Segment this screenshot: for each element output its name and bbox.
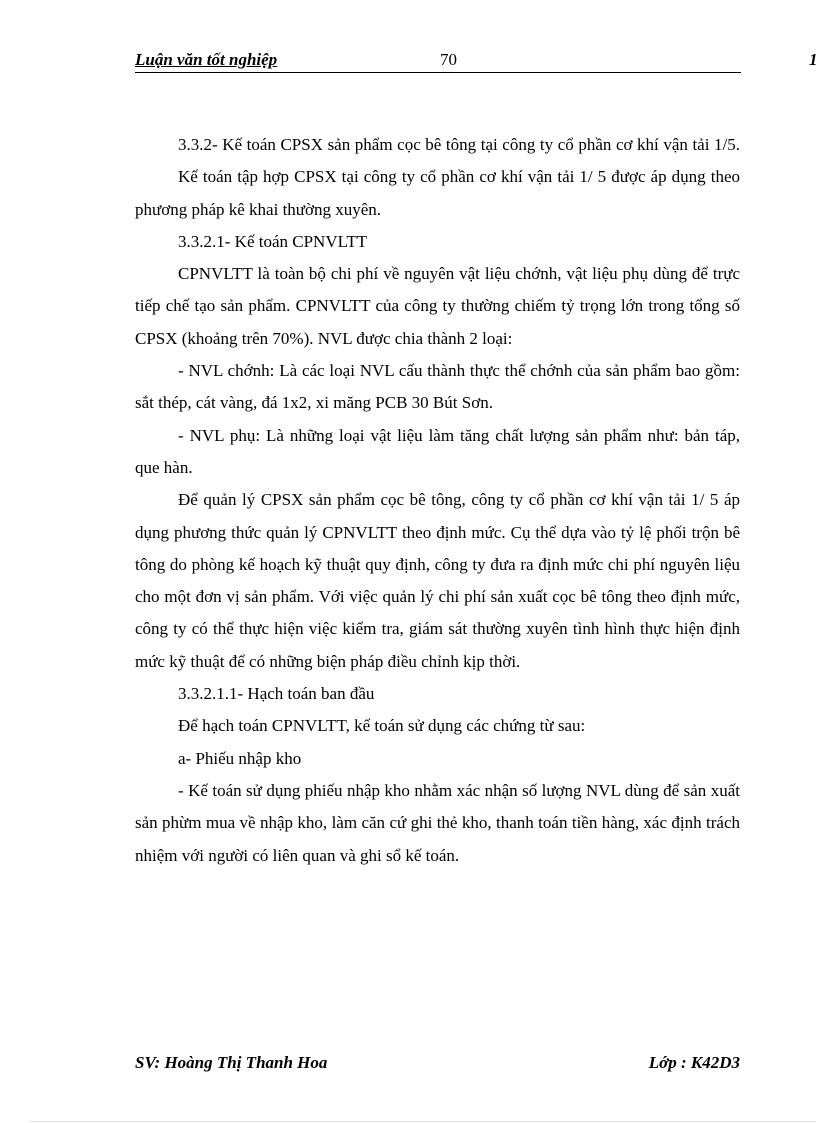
page-header [135,48,818,73]
page-letter: 1 [809,50,818,69]
thesis-title: Luận văn tốt nghiệp [135,50,278,69]
section-heading-3-3-2: 3.3.2- Kế toán CPSX sản phẩm cọc bê tông tại công ty cổ phần cơ khí vận tải 1/5. [178,135,740,154]
paragraph-receipt-usage: - Kế toán sử dụng phiếu nhập kho nhằm xác nhận số lượng NVL dùng để sản xuất sản phừm mua về nhập kho, làm căn cứ ghi thẻ kho, thanh toán tiền hàng, xác định trách nhiệm với người có liên quan và ghi sổ kế toán. [135,780,740,865]
body-text [135,129,740,872]
list-item-receipt: a- Phiếu nhập kho [178,748,302,768]
paragraph-method: Kế toán tập hợp CPSX tại công ty cổ phần cơ khí vận tải 1/ 5 được áp dụng theo phương pháp kê khai thường xuyên. [135,167,740,219]
page-footer [135,1053,740,1077]
student-name: SV: Hoàng Thị Thanh Hoa [135,1053,328,1072]
page-number: 70 [440,50,457,69]
paragraph-main-materials: - NVL chớnh: Là các loại NVL cấu thành thực thể chớnh của sản phẩm bao gồm: sắt thép, cát vàng, đá 1x2, xi măng PCB 30 Bút Sơn. [135,361,740,413]
paragraph-management: Để quản lý CPSX sản phẩm cọc bê tông, công ty cổ phần cơ khí vận tải 1/ 5 áp dụng phương thức quản lý CPNVLTT theo định mức. Cụ thể dựa vào tỷ lệ phối trộn bê tông do phòng kế hoạch kỹ thuật quy định, công ty đưa ra định mức chi phí nguyên liệu cho một đơn vị sản phẩm. Với việc quản lý chi phí sản xuất cọc bê tông theo định mức, công ty có thể thực hiện việc kiểm tra, giám sát thường xuyên tình hình thực hiện định mức kỹ thuật để có những biện pháp điều chỉnh kịp thời. [135,490,740,671]
bottom-divider [30,1121,816,1122]
section-heading-3-3-2-1: 3.3.2.1- Kế toán CPNVLTT [178,231,368,251]
class-code: Lớp : K42D3 [648,1053,740,1072]
paragraph-cpnvltt-definition: CPNVLTT là toàn bộ chi phí về nguyên vật liệu chớnh, vật liệu phụ dùng để trực tiếp chế tạo sản phẩm. CPNVLTT của công ty thường chiếm tỷ trọng lớn trong tổng số CPSX (khoảng trên 70%). NVL được chia thành 2 loại: [135,264,740,348]
section-heading-3-3-2-1-1: 3.3.2.1.1- Hạch toán ban đầu [178,684,375,704]
paragraph-auxiliary-materials: - NVL phụ: Là những loại vật liệu làm tăng chất lượng sản phẩm như: bản táp, que hàn. [135,425,740,477]
paragraph-documents-intro: Để hạch toán CPNVLTT, kế toán sử dụng các chứng từ sau: [178,716,586,736]
